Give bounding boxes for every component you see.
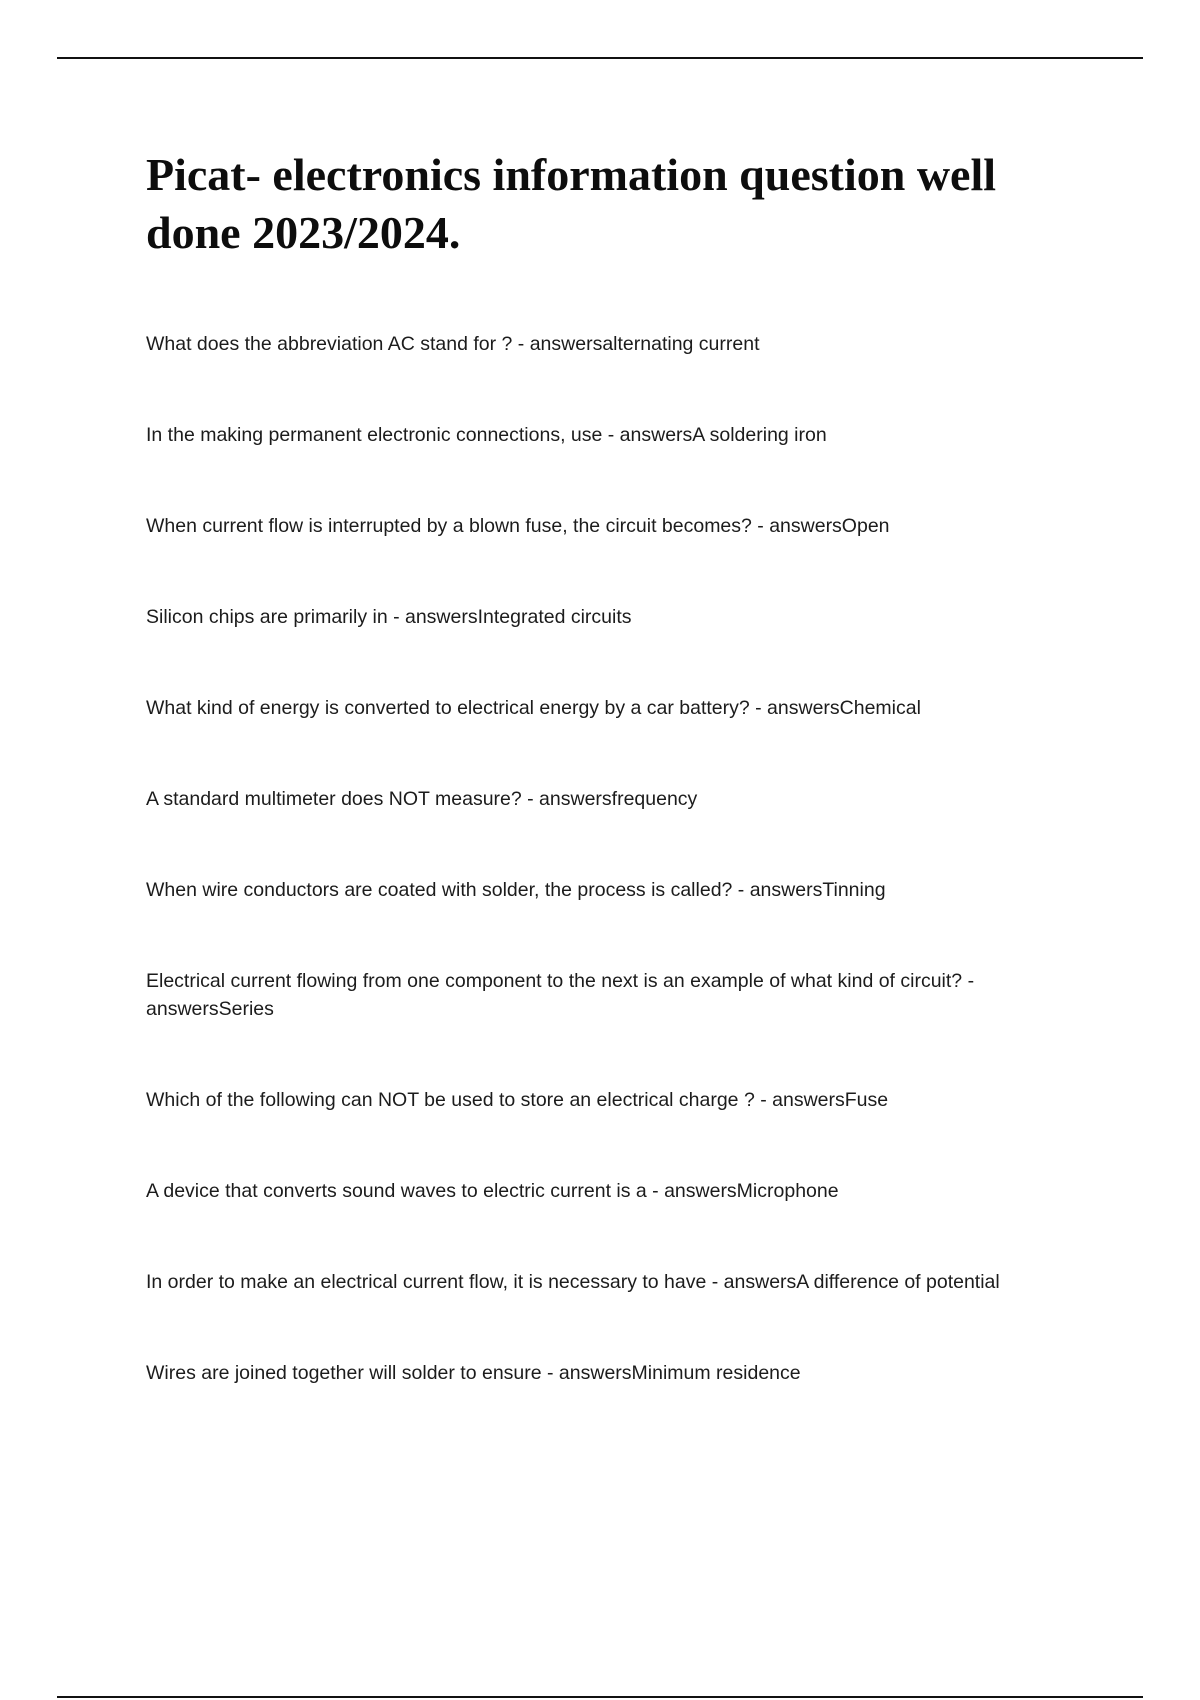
qa-item: What kind of energy is converted to electrical energy by a car battery? - answersChemical bbox=[146, 697, 921, 719]
qa-item: When current flow is interrupted by a blown fuse, the circuit becomes? - answersOpen bbox=[146, 515, 890, 537]
qa-item: Which of the following can NOT be used to store an electrical charge ? - answersFuse bbox=[146, 1089, 889, 1111]
bottom-rule bbox=[57, 1696, 1143, 1698]
qa-item: Electrical current flowing from one component to the next is an example of what kind of circuit? - answersSeries bbox=[146, 970, 975, 1020]
qa-item: Wires are joined together will solder to ensure - answersMinimum residence bbox=[146, 1362, 801, 1384]
qa-item: A device that converts sound waves to electric current is a - answersMicrophone bbox=[146, 1180, 839, 1202]
qa-item: In the making permanent electronic connections, use - answersA soldering iron bbox=[146, 424, 827, 446]
qa-item: What does the abbreviation AC stand for ? - answersalternating current bbox=[146, 333, 760, 355]
qa-item: Silicon chips are primarily in - answersIntegrated circuits bbox=[146, 606, 632, 628]
document-title: Picat- electronics information question well done 2023/2024. bbox=[146, 149, 997, 258]
qa-item: When wire conductors are coated with solder, the process is called? - answersTinning bbox=[146, 879, 886, 901]
qa-item: In order to make an electrical current flow, it is necessary to have - answersA difference of potential bbox=[146, 1271, 1000, 1293]
top-rule bbox=[57, 57, 1143, 59]
qa-item: A standard multimeter does NOT measure? - answersfrequency bbox=[146, 788, 698, 810]
